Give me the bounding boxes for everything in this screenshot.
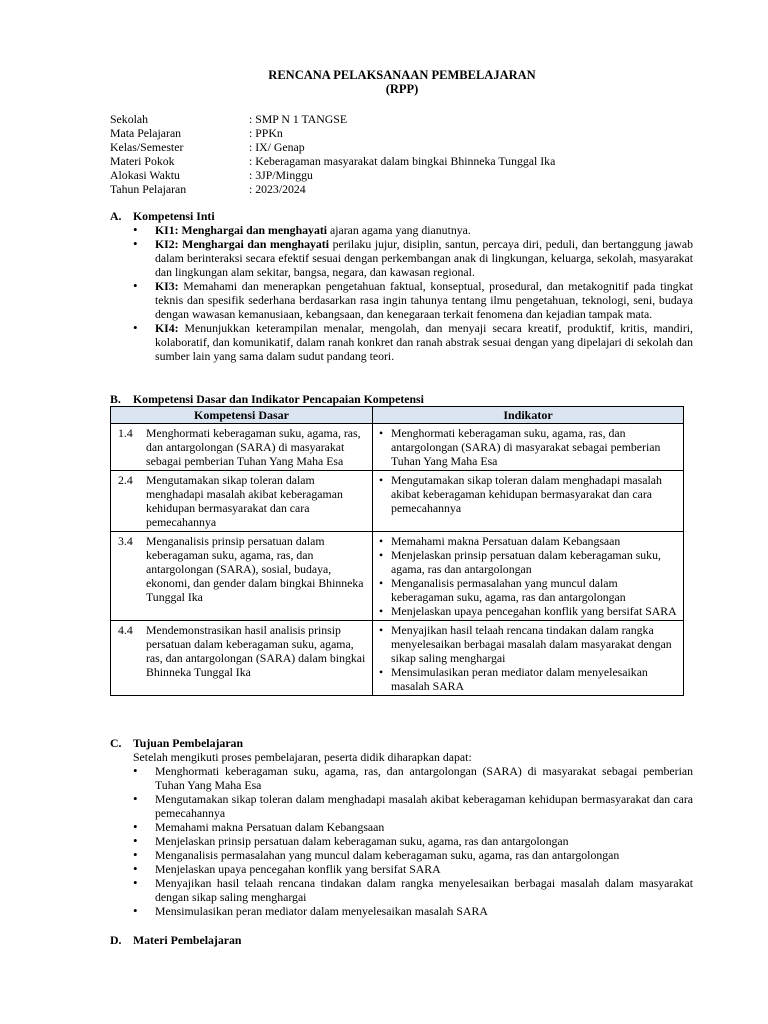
indicator-cell	[373, 471, 684, 532]
identity-row	[110, 168, 555, 182]
identity-label: Sekolah	[110, 112, 149, 126]
table-row	[111, 471, 684, 532]
objectives-intro: Setelah mengikuti proses pembelajaran, peserta didik diharapkan dapat:	[133, 750, 472, 764]
list-item	[155, 279, 693, 321]
kd-cell	[111, 471, 373, 532]
indicator-cell	[373, 532, 684, 621]
section-letter: A.	[110, 209, 122, 223]
section-title: Kompetensi Inti	[133, 209, 215, 223]
identity-label: Kelas/Semester	[110, 140, 184, 154]
indicator-item: • Memahami makna Persatuan dalam Kebangsaan	[391, 534, 677, 548]
list-item: • Menjelaskan upaya pencegahan konflik yang bersifat SARA	[155, 862, 693, 876]
document-title	[0, 68, 768, 96]
indicator-item: • Mensimulasikan peran mediator dalam menyelesaikan masalah SARA	[391, 665, 677, 693]
ki-label: KI1: Menghargai dan menghayati	[155, 223, 328, 237]
identity-table	[110, 112, 555, 196]
ki-text: ajaran agama yang dianutnya.	[327, 223, 471, 237]
identity-row	[110, 140, 555, 154]
identity-label: Tahun Pelajaran	[110, 182, 187, 196]
ki-label: KI4:	[155, 321, 179, 335]
list-item	[155, 223, 693, 237]
identity-row	[110, 182, 555, 196]
list-item: • Menyajikan hasil telaah rencana tindakan dalam rangka menyelesaikan berbagai masalah dalam masyarakat dengan sikap saling menghargai	[155, 876, 693, 904]
identity-value: : 3JP/Minggu	[249, 168, 313, 182]
kd-cell	[111, 532, 373, 621]
section-letter: B.	[110, 392, 121, 406]
identity-row	[110, 154, 555, 168]
kd-text: Mendemonstrasikan hasil analisis prinsip persatuan dalam keberagaman suku, agama, ras, dan antargolongan (SARA) dalam bingkai Bhinneka Tunggal Ika	[146, 623, 366, 679]
identity-value: : SMP N 1 TANGSE	[249, 112, 348, 126]
indicator-cell	[373, 621, 684, 696]
table-row	[111, 532, 684, 621]
indicator-item: • Menjelaskan prinsip persatuan dalam keberagaman suku, agama, ras dan antargolongan	[391, 548, 677, 576]
identity-label: Alokasi Waktu	[110, 168, 180, 182]
ki-text: Menunjukkan keterampilan menalar, mengolah, dan menyaji secara kreatif, produktif, kritis, mandiri, kolaboratif, dan komunikatif, dalam ranah konkret dan ranah abstrak sesuai dengan yang dipelajari di sekolah dan sumber lain yang sama dalam sudut pandang teori.	[155, 321, 693, 363]
indicator-item: • Menjelaskan upaya pencegahan konflik yang bersifat SARA	[391, 604, 677, 618]
indicator-item: • Mengutamakan sikap toleran dalam menghadapi masalah akibat keberagaman kehidupan bermasyarakat dan cara pemecahannya	[391, 473, 677, 515]
kd-number: 2.4	[118, 473, 133, 487]
indicator-item: • Menghormati keberagaman suku, agama, ras, dan antargolongan (SARA) di masyarakat sebagai pemberian Tuhan Yang Maha Esa	[391, 426, 677, 468]
identity-value: : IX/ Genap	[249, 140, 305, 154]
identity-value: : PPKn	[249, 126, 283, 140]
identity-value: : Keberagaman masyarakat dalam bingkai Bhinneka Tunggal Ika	[249, 154, 556, 168]
column-header-indicator: Indikator	[373, 407, 684, 424]
section-d-heading	[110, 933, 241, 947]
section-letter: C.	[110, 736, 122, 750]
section-a-heading	[110, 209, 215, 223]
identity-value: : 2023/2024	[249, 182, 306, 196]
column-header-kd: Kompetensi Dasar	[111, 407, 373, 424]
list-item	[155, 321, 693, 363]
identity-label: Materi Pokok	[110, 154, 175, 168]
kd-number: 4.4	[118, 623, 133, 637]
kd-number: 1.4	[118, 426, 133, 440]
indicator-item: • Menganalisis permasalahan yang muncul dalam keberagaman suku, agama, ras dan antargolongan	[391, 576, 677, 604]
identity-row	[110, 126, 555, 140]
section-b-heading	[110, 392, 424, 406]
list-item: • Memahami makna Persatuan dalam Kebangsaan	[155, 820, 693, 834]
section-title: Kompetensi Dasar dan Indikator Pencapaian Kompetensi	[133, 392, 424, 406]
identity-label: Mata Pelajaran	[110, 126, 182, 140]
indicator-item: • Menyajikan hasil telaah rencana tindakan dalam rangka menyelesaikan berbagai masalah dalam masyarakat dengan sikap saling menghargai	[391, 623, 677, 665]
kd-number: 3.4	[118, 534, 133, 548]
table-header-row	[111, 407, 684, 424]
indicator-cell	[373, 424, 684, 471]
list-item: • Mensimulasikan peran mediator dalam menyelesaikan masalah SARA	[155, 904, 693, 918]
kd-text: Mengutamakan sikap toleran dalam menghadapi masalah akibat keberagaman kehidupan bermasyarakat dan cara pemecahannya	[146, 473, 343, 529]
learning-objectives-list	[155, 764, 693, 918]
list-item: • Menghormati keberagaman suku, agama, ras, dan antargolongan (SARA) di masyarakat sebagai pemberian Tuhan Yang Maha Esa	[155, 764, 693, 792]
table-row	[111, 621, 684, 696]
ki-label: KI2: Menghargai dan menghayati	[155, 237, 329, 251]
table-row	[111, 424, 684, 471]
kd-cell	[111, 424, 373, 471]
core-competency-list	[155, 223, 693, 363]
ki-text: Memahami dan menerapkan pengetahuan faktual, konseptual, prosedural, dan metakognitif pada tingkat teknis dan spesifik sederhana berdasarkan rasa ingin tahunya tentang ilmu pengetahuan, teknologi, seni, budaya dengan wawasan kemanusiaan, kebangsaan, dan kenegaraan terkait fenomena dan kejadian tampak mata.	[155, 279, 693, 321]
title-line-1: RENCANA PELAKSANAAN PEMBELAJARAN	[268, 68, 536, 82]
section-c-heading	[110, 736, 243, 750]
list-item	[155, 237, 693, 279]
identity-row	[110, 112, 555, 126]
ki-text: perilaku jujur, disiplin, santun, percaya diri, peduli, dan bertanggung jawab dalam berinteraksi secara efektif sesuai dengan perkembangan anak di lingkungan, keluarga, sekolah, masyarakat dan lingkungan alam sekitar, bangsa, negara, dan kawasan regional.	[155, 237, 694, 279]
ki-label: KI3:	[155, 279, 179, 293]
kd-cell	[111, 621, 373, 696]
section-letter: D.	[110, 933, 122, 947]
list-item: • Menjelaskan prinsip persatuan dalam keberagaman suku, agama, ras dan antargolongan	[155, 834, 693, 848]
kd-text: Menganalisis prinsip persatuan dalam keberagaman suku, agama, ras, dan antargolongan (SARA), sosial, budaya, ekonomi, dan gender dalam bingkai Bhinneka Tunggal Ika	[146, 534, 364, 604]
list-item: • Mengutamakan sikap toleran dalam menghadapi masalah akibat keberagaman kehidupan bermasyarakat dan cara pemecahannya	[155, 792, 693, 820]
section-title: Tujuan Pembelajaran	[133, 736, 244, 750]
section-title: Materi Pembelajaran	[133, 933, 242, 947]
title-line-2: (RPP)	[385, 82, 419, 96]
list-item: • Menganalisis permasalahan yang muncul dalam keberagaman suku, agama, ras dan antargolongan	[155, 848, 693, 862]
kd-text: Menghormati keberagaman suku, agama, ras, dan antargolongan (SARA) di masyarakat sebagai pemberian Tuhan Yang Maha Esa	[146, 426, 361, 468]
competency-table	[110, 406, 684, 696]
